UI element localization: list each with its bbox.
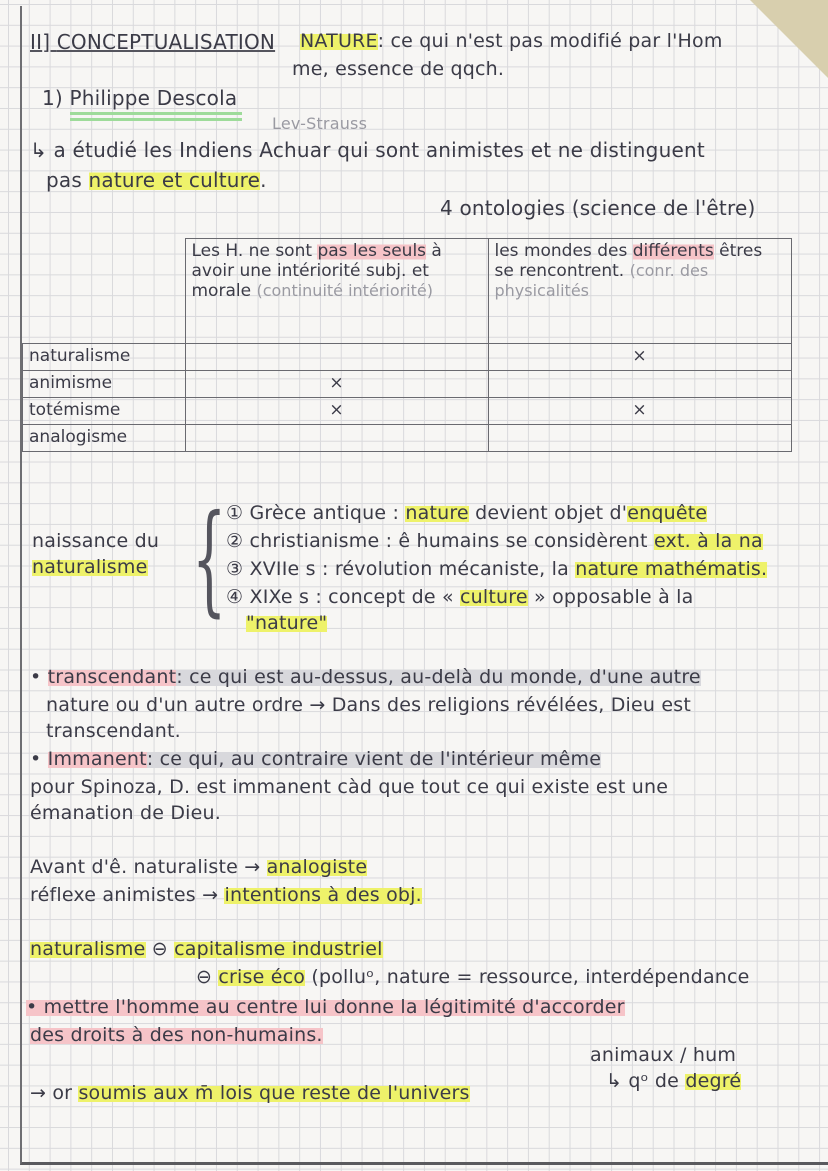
row-col1-mark: × <box>185 371 488 398</box>
capitalisme-highlight: capitalisme industriel <box>174 938 383 960</box>
row-label: naturalisme <box>23 344 186 371</box>
side-note-text: ↳ qᵒ de <box>606 1070 686 1092</box>
item-text: XVIIe s : révolution mécaniste, la <box>249 558 576 580</box>
naissance-item-4 <box>226 586 693 608</box>
table-row <box>23 344 792 371</box>
curly-brace-icon: { <box>192 490 227 629</box>
nature-definition-line1 <box>300 30 723 52</box>
section-title: CONCEPTUALISATION <box>56 30 276 54</box>
avant-line1 <box>30 856 367 878</box>
immanent-line1: • Immanent: ce qui, au contraire vient de l'intérieur même <box>30 748 602 770</box>
crise-eco-highlight: crise éco <box>218 966 306 988</box>
col1-text: Les H. ne sont <box>191 241 318 261</box>
conclusion-arrow-text: → or <box>30 1082 79 1104</box>
col1-text-post: à avoir une intériorité subj. et morale <box>191 241 442 301</box>
nature-definition-text: : ce qui n'est pas modifié par l'Hom <box>377 30 723 52</box>
descola-line2 <box>46 168 267 192</box>
bullet-line1: • mettre l'homme au centre lui donne la légitimité d'accorder <box>26 996 625 1018</box>
table-row <box>23 398 792 425</box>
col2-text: les mondes des <box>494 241 633 261</box>
section-heading: II] CONCEPTUALISATION <box>30 30 276 54</box>
row-col2-mark <box>488 425 791 452</box>
col2-highlight: différents <box>632 241 714 261</box>
immanent-line3: émanation de Dieu. <box>30 802 222 824</box>
item-text: christianisme : ê humains se considèrent <box>249 530 654 552</box>
nature-term: NATURE <box>300 30 378 52</box>
row-col2-mark <box>488 371 791 398</box>
conclusion-highlight: soumis aux m̄ lois que reste de l'univers <box>78 1082 470 1104</box>
naturalisme-term: naturalisme <box>30 938 146 960</box>
immanent-def: : ce qui, au contraire vient de l'intérieur même <box>146 748 602 770</box>
circled-arrow-icon: ⊖ <box>196 966 213 988</box>
green-underline <box>70 112 242 115</box>
col2-text-post: êtres se rencontrent. <box>494 241 763 281</box>
crise-eco-detail: (polluᵒ, nature = ressource, interdépendance <box>305 966 750 988</box>
item-text: Grèce antique : <box>249 502 406 524</box>
row-label: animisme <box>23 371 186 398</box>
degre-highlight: degré <box>685 1070 742 1092</box>
row-col1-mark: × <box>185 398 488 425</box>
side-note-line1: animaux / hum <box>590 1044 737 1066</box>
naissance-item-1 <box>226 502 707 524</box>
item-highlight: culture <box>460 586 528 608</box>
nature-definition-line2: me, essence de qqch. <box>292 58 505 80</box>
row-label: analogisme <box>23 425 186 452</box>
descola-line2-prefix: pas <box>46 168 89 192</box>
naissance-label-line1: naissance du <box>32 530 160 552</box>
col2-note: (conr. des physicalités <box>494 261 709 300</box>
item-highlight-2: enquête <box>627 502 708 524</box>
item-highlight: nature mathématis. <box>575 558 768 580</box>
item-highlight: ext. à la na <box>653 530 763 552</box>
ontologies-table <box>22 238 792 452</box>
side-note-line2 <box>606 1070 741 1092</box>
avant-text: Avant d'ê. naturaliste → <box>30 856 267 878</box>
immanent-term: Immanent <box>47 748 147 770</box>
naissance-item-3 <box>226 558 767 580</box>
row-col1-mark <box>185 344 488 371</box>
table-row <box>23 371 792 398</box>
row-col2-mark: × <box>488 344 791 371</box>
item-number: ③ <box>226 558 244 580</box>
transcendant-term: transcendant <box>47 666 177 688</box>
green-underline <box>70 118 242 121</box>
naturalisme-effect-2 <box>196 966 750 988</box>
circled-arrow-icon: ⊖ <box>151 938 168 960</box>
naissance-item-2 <box>226 530 763 552</box>
naturalisme-effect-1 <box>30 938 383 960</box>
table-header-col2 <box>488 239 791 344</box>
margin-note-levi-strauss: Lev-Strauss <box>272 114 368 133</box>
transcendant-line3: transcendant. <box>46 720 181 742</box>
naissance-label-line2: naturalisme <box>32 556 148 578</box>
row-col1-mark <box>185 425 488 452</box>
analogiste-highlight: analogiste <box>266 856 368 878</box>
item-text: XIXe s : concept de « <box>249 586 461 608</box>
item-number: ① <box>226 502 244 524</box>
descola-line1: ↳ a étudié les Indiens Achuar qui sont animistes et ne distinguent <box>30 138 705 162</box>
immanent-line2: pour Spinoza, D. est immanent càd que tout ce qui existe est une <box>30 776 669 798</box>
item-number: ④ <box>226 586 244 608</box>
descola-line2-suffix: . <box>260 168 267 192</box>
ontologies-caption: 4 ontologies (science de l'être) <box>440 196 756 220</box>
reflexe-text: réflexe animistes → <box>30 884 225 906</box>
nature-culture-highlight: nature et culture <box>88 168 261 192</box>
table-corner-cell <box>23 239 186 344</box>
transcendant-def: : ce qui est au-dessus, au-delà du monde, d'une autre <box>176 666 701 688</box>
col1-note: (continuité intériorité) <box>256 281 433 300</box>
bullet-line2: des droits à des non-humains. <box>30 1024 323 1046</box>
table-header-row <box>23 239 792 344</box>
intentions-highlight: intentions à des obj. <box>224 884 422 906</box>
row-col2-mark: × <box>488 398 791 425</box>
transcendant-line1: • transcendant: ce qui est au-dessus, au-delà du monde, d'une autre <box>30 666 701 688</box>
table-row <box>23 425 792 452</box>
item-text-mid: devient objet d' <box>468 502 628 524</box>
subsection-title: 1) Philippe Descola <box>42 86 238 110</box>
table-header-col1 <box>185 239 488 344</box>
col1-highlight: pas les seuls <box>317 241 427 261</box>
item-number: ② <box>226 530 244 552</box>
conclusion-line <box>30 1082 470 1104</box>
page-corner-fold <box>750 0 828 78</box>
naissance-item-4-line2: "nature" <box>246 612 328 634</box>
item-text-mid: » opposable à la <box>527 586 694 608</box>
row-label: totémisme <box>23 398 186 425</box>
section-number: II <box>30 30 43 54</box>
item-highlight: nature <box>405 502 469 524</box>
avant-line2 <box>30 884 422 906</box>
transcendant-line2: nature ou d'un autre ordre → Dans des religions révélées, Dieu est <box>46 694 692 716</box>
